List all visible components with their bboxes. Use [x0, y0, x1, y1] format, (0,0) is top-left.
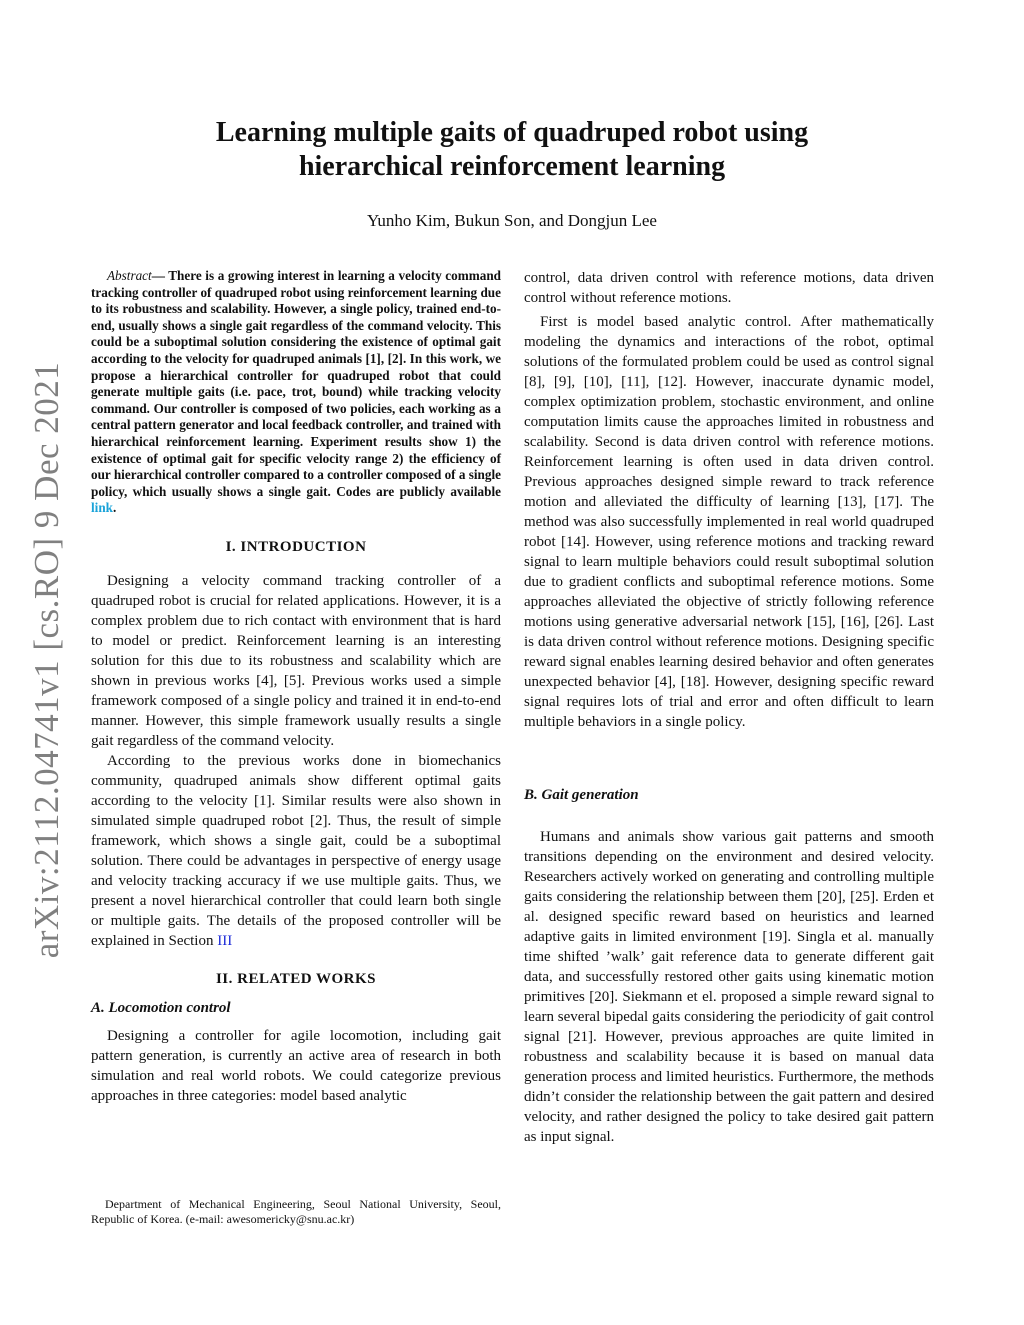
locomotion-paragraph-1: Designing a controller for agile locomotion, including gait pattern generation, is currently an active area of research in both simulation and real world robots. We could categorize previous approaches in three categories: model based analytic	[91, 1027, 501, 1104]
intro-paragraph-2	[91, 751, 501, 951]
locomotion-paragraph-continued: control, data driven control with reference motions, data driven control without reference motions.	[524, 270, 934, 306]
title-line-2: hierarchical reinforcement learning	[298, 151, 726, 182]
locomotion-paragraph-2: First is model based analytic control. After mathematically modeling the dynamics and interactions of the robot, optimal solutions of the formulated problem could be used as control signal [8], [9], [10], [11], [12]. However, inaccurate dynamic model, complex optimization problem, stochastic environment, and online computation limits cause the approaches limited in robustness and scalability. Second is data driven control with reference motions. Reinforcement learning is often used in data driven control. Previous approaches designed simple reward to track reference motion and alleviated the difficulty of learning [13], [17]. The method was also successfully implemented in real world quadruped robot [14]. However, using reference motions and tracking reward signal to learn multiple behaviors could result suboptimal solution due to gradient conflicts and suboptimal reference motions. Some approaches alleviated the objective of strictly following reference motions using generative adversarial network [15], [16], [26]. Last is data driven control without reference motions. Designing specific reward signal enables learning desired behavior and often generates unexpected behavior [4], [18]. However, designing specific reward signal requires lots of trial and error and often difficult to learn multiple behaviors in a single policy.	[524, 314, 934, 730]
intro-paragraph-1: Designing a velocity command tracking controller of a quadruped robot is crucial for related applications. However, it is a complex problem due to rich contact with environment that is hard to model or predict. Reinforcement learning is an interesting solution for this due to its robustness and scalability which are shown in previous works [4], [5]. Previous works used a simple framework composed of a single policy and trained it in end-to-end manner. However, this simple framework usually results a single gait regardless of the command velocity.	[91, 572, 501, 749]
subsection-heading-locomotion-control: A. Locomotion control	[91, 999, 231, 1016]
abstract-label: Abstract	[107, 268, 152, 283]
left-column	[91, 268, 501, 1106]
subsection-heading-gait-generation: B. Gait generation	[524, 787, 639, 803]
abstract-end: .	[113, 500, 117, 516]
code-link[interactable]: link	[91, 500, 113, 516]
abstract-text: There is a growing interest in learning a velocity command tracking controller of quadruped robot using reinforcement learning due to its robustness and scalability. However, a single policy, trained end-to-end, usually shows a single gait regardless of the command velocity. This could be a suboptimal solution considering the existence of optimal gait according to the velocity for quadruped animals [1], [2]. In this work, we propose a hierarchical controller for quadruped robot that could generate multiple gaits (i.e. pace, trot, bound) while tracking velocity command. Our controller is composed of two policies, each working as a central pattern generator and local feedback controller, and trained with hierarchical reinforcement learning. Experiment results show 1) the existence of optimal gait for specific velocity range 2) the efficiency of our hierarchical controller compared to a controller composed of a single policy, which usually shows a single gait. Codes are publicly available	[91, 268, 501, 499]
paper-title	[120, 116, 904, 184]
author-list: Yunho Kim, Bukun Son, and Dongjun Lee	[367, 211, 657, 230]
abstract-dash: —	[151, 268, 169, 283]
section-heading-introduction: I. INTRODUCTION	[225, 538, 367, 555]
section-3-reference-link[interactable]: III	[217, 932, 233, 949]
arxiv-side-stamp: arXiv:2112.04741v1 [cs.RO] 9 Dec 2021	[27, 361, 66, 959]
abstract	[91, 268, 501, 517]
gait-generation-paragraph-1: Humans and animals show various gait patterns and smooth transitions depending on the environment and desired velocity. Researchers actively worked on generating and controlling multiple gaits considering the relationship between them [20], [25]. Erden et al. designed specific reward based on heuristics and learned adaptive gaits in limited environment [19]. Singla et al. manually time shifted ’walk’ gait reference data to generate different gait data, and successfully restored other gaits using kinematic motion primitives [20]. Siekmann et el. proposed a simple reward signal to learn several bipedal gaits considering the periodicity of gait control signal [21]. However, previous approaches are quite limited in robustness and scalability because it is based on manual data generation process and limited heuristics. Furthermore, the methods didn’t consider the relationship between the gait pattern and desired velocity, and rather designed the policy to take desired gait pattern as input signal.	[524, 829, 934, 1145]
section-heading-related-works: II. RELATED WORKS	[215, 970, 377, 987]
title-line-1: Learning multiple gaits of quadruped robot using	[215, 117, 809, 148]
intro-paragraph-2-text: According to the previous works done in biomechanics community, quadruped animals show different optimal gaits according to the velocity [1]. Similar results were also shown in simulated simple quadruped robot [2]. Thus, the result of simple framework, which shows a single gait, could be a suboptimal solution. There could be advantages in perspective of energy usage and velocity tracking accuracy if we use multiple gaits. Thus, we present a novel hierarchical controller that could learn both single or multiple gaits. The details of the proposed controller will be explained in Section	[91, 752, 501, 949]
affiliation-footnote: Department of Mechanical Engineering, Seoul National University, Seoul, Republic of Korea. (e-mail: awesomericky@snu.ac.kr)	[91, 1197, 501, 1226]
right-column	[524, 268, 934, 1147]
